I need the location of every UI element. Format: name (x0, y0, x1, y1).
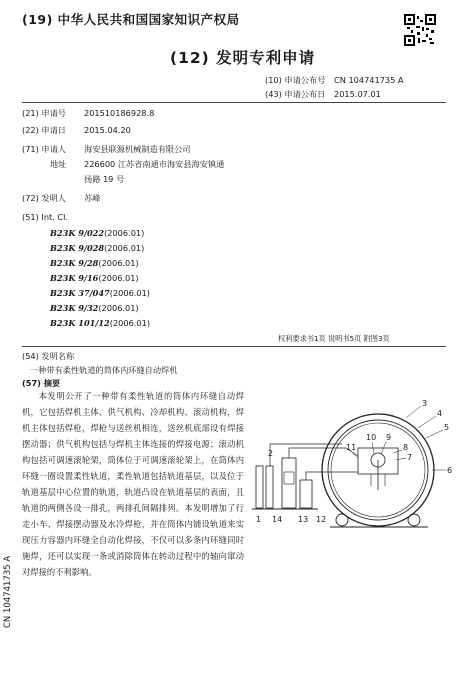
applicant: 海安县联源机械制造有限公司 (84, 144, 191, 154)
ipc-entry: B23K 101/12(2006.01) (50, 318, 151, 328)
qr-code-icon (404, 14, 436, 46)
fig-label: 2 (268, 449, 274, 458)
fig-label: 9 (386, 433, 392, 442)
abstract-text: 本发明公开了一种带有柔性轨道的筒体内环缝自动焊机，它包括焊机主体、供气机构、冷却机构、滚动机构，焊机主体包括焊枪，焊枪与送丝机相连，送丝机底部设有焊接摆动器；供气机构包括与焊机主体连接的焊接电源；滚动机构包括可调速滚轮架，筒体位于可调速滚轮架上，在筒体内环缝一圈设置柔性轨道，柔性轨道包括轨道基层，以及位于轨道基层中心位置的轨道，轨道凸设在轨道基层的表面，且轨道的两侧各设一排孔，两排孔间隔排列。本发明增加了行走小车、焊接摆动器及水冷焊枪，并在筒体内铺设轨道来实现压力容器内环缝全自动化焊接，不仅可以多条内环缝同时施焊，还可以实现一条或消除筒体在转动过程中的轴向窜动对焊接的不利影响。 (22, 391, 244, 577)
int-cl-label: (51) Int. Cl. (22, 212, 69, 222)
applicant-label: (71) 申请人 (22, 144, 66, 154)
fig-label: 8 (403, 443, 409, 452)
header-divider (22, 102, 446, 103)
fig-label: 5 (444, 423, 450, 432)
invention-title: 一种带有柔性轨道的筒体内环缝自动焊机 (30, 365, 178, 375)
address-label: 地址 (50, 159, 67, 169)
biblio-divider (22, 346, 446, 347)
invention-title-label: (54) 发明名称 (22, 351, 75, 361)
ipc-entry: B23K 9/32(2006.01) (50, 303, 139, 313)
fig-label: 14 (272, 515, 283, 524)
publication-number-label: (10) 申请公布号 (265, 75, 326, 85)
ipc-entry: B23K 9/028(2006.01) (50, 243, 145, 253)
publication-date: 2015.07.01 (334, 89, 381, 99)
office-name: (19) 中华人民共和国国家知识产权局 (22, 12, 240, 27)
abstract-label: (57) 摘要 (22, 378, 61, 388)
publication-number: CN 104741735 A (334, 75, 404, 85)
fig-label: 3 (422, 399, 428, 408)
fig-label: 7 (407, 453, 413, 462)
welding-machine-figure (246, 398, 456, 533)
ipc-entry: B23K 37/047(2006.01) (50, 288, 151, 298)
application-number: 201510186928.8 (84, 108, 155, 118)
publication-date-label: (43) 申请公布日 (265, 89, 326, 99)
application-date-label: (22) 申请日 (22, 125, 66, 135)
fig-label: 11 (346, 443, 357, 452)
ipc-entry: B23K 9/022(2006.01) (50, 228, 145, 238)
pages-summary: 权利要求书1页 说明书5页 附图3页 (278, 334, 390, 343)
side-publication-number: CN 104741735 A (3, 555, 13, 628)
fig-label: 13 (298, 515, 309, 524)
fig-label: 6 (447, 466, 453, 475)
ipc-entry: B23K 9/16(2006.01) (50, 273, 139, 283)
fig-label: 4 (437, 409, 443, 418)
ipc-entry: B23K 9/28(2006.01) (50, 258, 139, 268)
fig-label: 10 (366, 433, 377, 442)
document-type: (12) 发明专利申请 (170, 49, 316, 67)
address-line-1: 226600 江苏省南通市海安县海安镇通 (84, 159, 225, 169)
application-number-label: (21) 申请号 (22, 108, 66, 118)
inventor-label: (72) 发明人 (22, 193, 66, 203)
inventor: 苏峰 (84, 193, 101, 203)
fig-label: 1 (256, 515, 262, 524)
address-line-2: 扬路 19 号 (84, 174, 125, 184)
application-date: 2015.04.20 (84, 125, 131, 135)
fig-label: 12 (316, 515, 327, 524)
